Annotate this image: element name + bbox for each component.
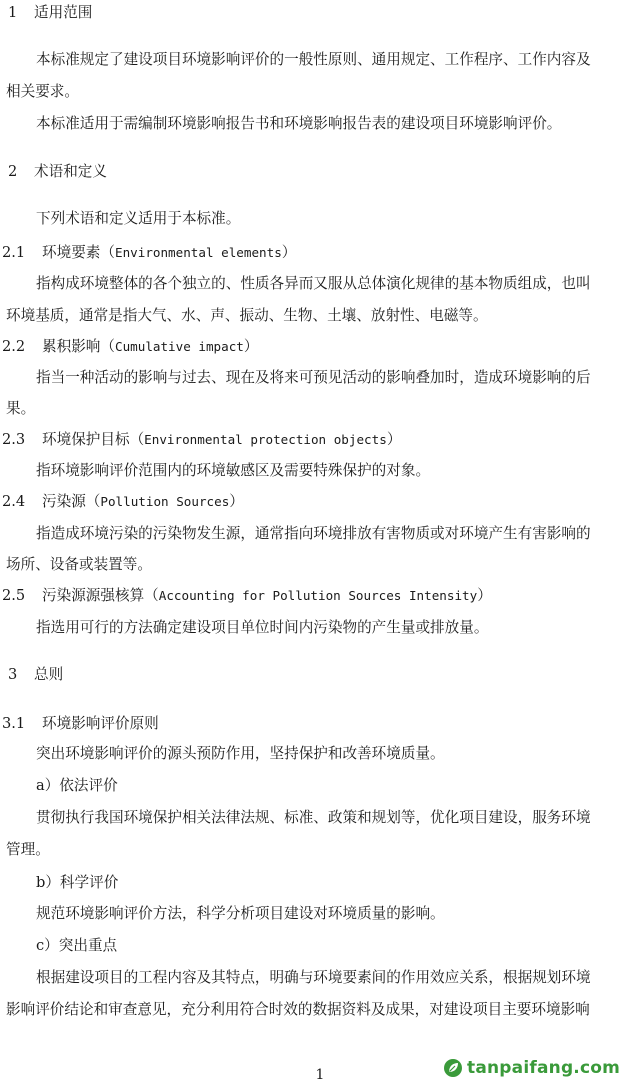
list-item-label: a）依法评价 <box>36 777 118 794</box>
tanpaifang-leaf-logo-icon <box>443 1058 463 1078</box>
term-name: 环境保护目标（ <box>42 431 145 448</box>
paragraph-line: 指环境影响评价范围内的环境敏感区及需要特殊保护的对象。 <box>36 462 431 479</box>
term-heading-2-5: 2.5 污染源源强核算（Accounting for Pollution Sources Intensity） <box>2 585 640 607</box>
paragraph-line: 本标准规定了建设项目环境影响评价的一般性原则、通用规定、工作程序、工作内容及 <box>36 51 591 68</box>
section-number: 2 <box>8 163 18 180</box>
paragraph-line: 下列术语和定义适用于本标准。 <box>36 210 241 227</box>
paragraph-line: 指造成环境污染的污染物发生源，通常指向环境排放有害物质或对环境产生有害影响的 <box>36 525 591 542</box>
term-number: 2.4 <box>2 493 26 510</box>
term-name: 污染源源强核算（ <box>42 587 159 604</box>
section-title: 术语和定义 <box>34 163 107 180</box>
subsection-title: 环境影响评价原则 <box>42 715 159 732</box>
term-english: Pollution Sources <box>100 494 230 509</box>
watermark-text: tanpaifang.com <box>467 1058 621 1078</box>
section-heading-2 <box>8 161 640 183</box>
term-heading-2-1: 2.1 环境要素（Environmental elements） <box>2 242 640 264</box>
paragraph-line: 相关要求。 <box>6 83 79 100</box>
term-english: Environmental protection objects <box>144 432 387 447</box>
paragraph-line: 场所、设备或装置等。 <box>6 556 152 573</box>
paragraph-line: 突出环境影响评价的源头预防作用，坚持保护和改善环境质量。 <box>36 745 445 762</box>
term-name: 污染源（ <box>42 493 101 510</box>
paragraph-line: 规范环境影响评价方法，科学分析项目建设对环境质量的影响。 <box>36 905 445 922</box>
term-heading-2-2: 2.2 累积影响（Cumulative impact） <box>2 336 640 358</box>
paragraph-line: 影响评价结论和审查意见，充分利用符合时效的数据资料及成果，对建设项目主要环境影响 <box>6 1001 590 1018</box>
section-number: 3 <box>8 666 18 683</box>
term-english: Cumulative impact <box>114 339 244 354</box>
term-number: 2.1 <box>2 244 26 261</box>
paragraph-line: 本标准适用于需编制环境影响报告书和环境影响报告表的建设项目环境影响评价。 <box>36 115 562 132</box>
paragraph-line: 指当一种活动的影响与过去、现在及将来可预见活动的影响叠加时，造成环境影响的后 <box>36 369 591 386</box>
list-item-label: c）突出重点 <box>36 937 118 954</box>
term-heading-2-3: 2.3 环境保护目标（Environmental protection objects） <box>2 429 640 451</box>
term-english: Environmental elements <box>114 245 282 260</box>
paragraph-line: 环境基质，通常是指大气、水、声、振动、生物、土壤、放射性、电磁等。 <box>6 307 488 324</box>
term-english: Accounting for Pollution Sources Intensity <box>158 588 478 603</box>
paragraph-line: 指构成环境整体的各个独立的、性质各异而又服从总体演化规律的基本物质组成，也叫 <box>36 275 591 292</box>
term-name: 累积影响（ <box>42 338 115 355</box>
page-number: 1 <box>315 1067 325 1083</box>
watermark <box>443 1058 620 1078</box>
paragraph-line: 根据建设项目的工程内容及其特点，明确与环境要素间的作用效应关系，根据规划环境 <box>36 969 591 986</box>
term-number: 2.5 <box>2 587 26 604</box>
subsection-number: 3.1 <box>2 715 26 732</box>
list-item-label: b）科学评价 <box>36 874 119 891</box>
paragraph-line: 贯彻执行我国环境保护相关法律法规、标准、政策和规划等，优化项目建设，服务环境 <box>36 809 591 826</box>
term-name: 环境要素（ <box>42 244 115 261</box>
paragraph-line: 指选用可行的方法确定建设项目单位时间内污染物的产生量或排放量。 <box>36 619 489 636</box>
section-title: 总则 <box>34 666 64 683</box>
section-heading-1 <box>8 2 640 24</box>
term-number: 2.3 <box>2 431 26 448</box>
section-heading-3 <box>8 664 640 686</box>
term-number: 2.2 <box>2 338 26 355</box>
paragraph-line: 管理。 <box>6 841 50 858</box>
section-title: 适用范围 <box>34 4 93 21</box>
section-number: 1 <box>8 4 18 21</box>
paragraph-line: 果。 <box>6 400 36 417</box>
subsection-heading-3-1 <box>2 713 640 735</box>
term-heading-2-4: 2.4 污染源（Pollution Sources） <box>2 491 640 513</box>
